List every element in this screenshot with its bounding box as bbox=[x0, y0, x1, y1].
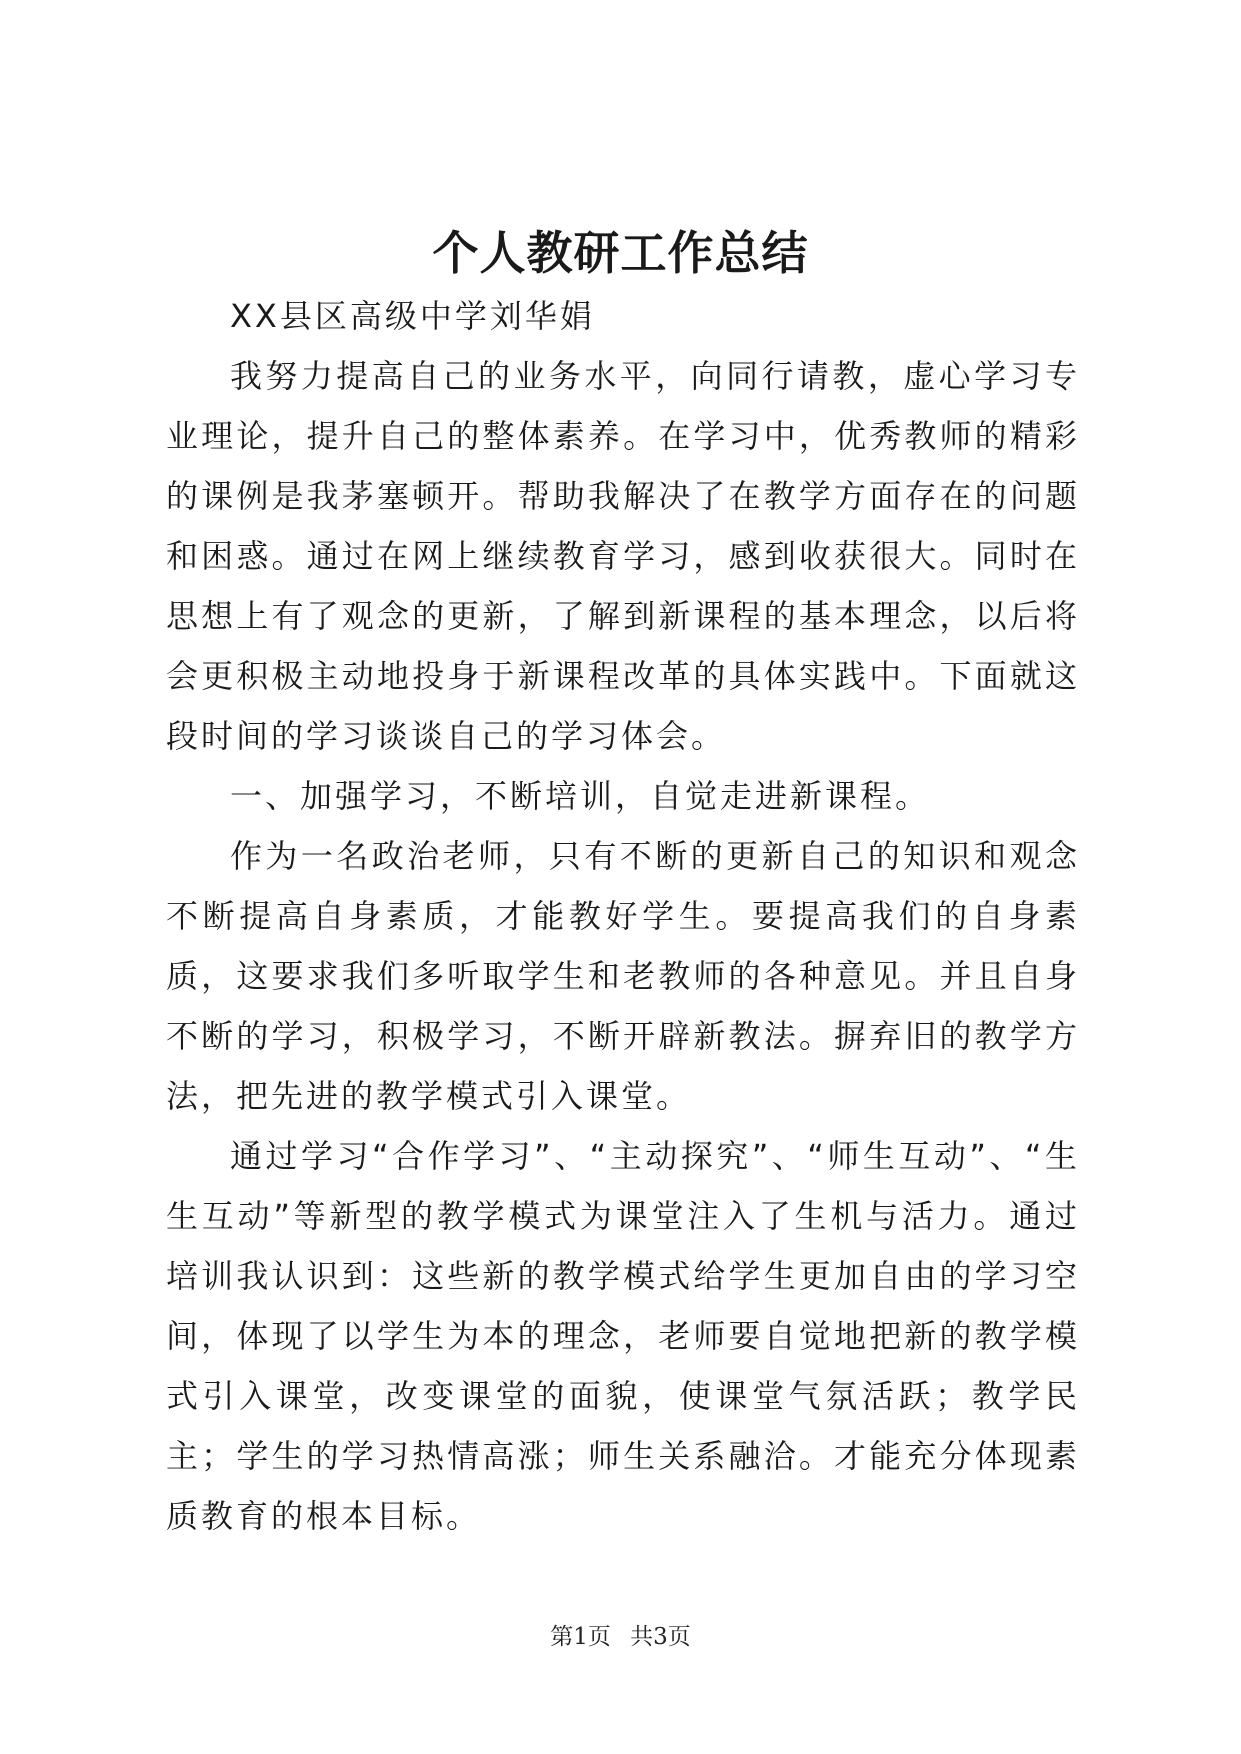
paragraph-teaching-models: 通过学习“合作学习”、“主动探究”、“师生互动”、“生生互动”等新型的教学模式为课堂注入了生机与活力。通过培训我认识到：这些新的教学模式给学生更加自由的学习空间，体现了以学生为本的理念，老师要自觉地把新的教学模式引入课堂，改变课堂的面貌，使课堂气氛活跃；教学民主；学生的学习热情高涨；师生关系融洽。才能充分体现素质教育的根本目标。 bbox=[166, 1137, 1080, 1535]
page-number: 第1页 bbox=[550, 1624, 611, 1650]
author-line: XX县区高级中学刘华娟 bbox=[230, 297, 595, 335]
page-total: 共3页 bbox=[630, 1624, 691, 1650]
document-body bbox=[166, 286, 1080, 1546]
paragraph-teacher-quality: 作为一名政治老师，只有不断的更新自己的知识和观念不断提高自身素质，才能教好学生。要提高我们的自身素质，这要求我们多听取学生和老教师的各种意见。并且自身不断的学习，积极学习，不断开辟新教法。摒弃旧的教学方法，把先进的教学模式引入课堂。 bbox=[166, 837, 1080, 1115]
paragraph-intro: 我努力提高自己的业务水平，向同行请教，虚心学习专业理论，提升自己的整体素养。在学习中，优秀教师的精彩的课例是我茅塞顿开。帮助我解决了在教学方面存在的问题和困惑。通过在网上继续教育学习，感到收获很大。同时在思想上有了观念的更新，了解到新课程的基本理念，以后将会更积极主动地投身于新课程改革的具体实践中。下面就这段时间的学习谈谈自己的学习体会。 bbox=[166, 357, 1080, 755]
page-footer bbox=[0, 1622, 1241, 1652]
section-heading-1: 一、加强学习，不断培训，自觉走进新课程。 bbox=[230, 777, 931, 815]
document-title: 个人教研工作总结 bbox=[432, 226, 809, 280]
